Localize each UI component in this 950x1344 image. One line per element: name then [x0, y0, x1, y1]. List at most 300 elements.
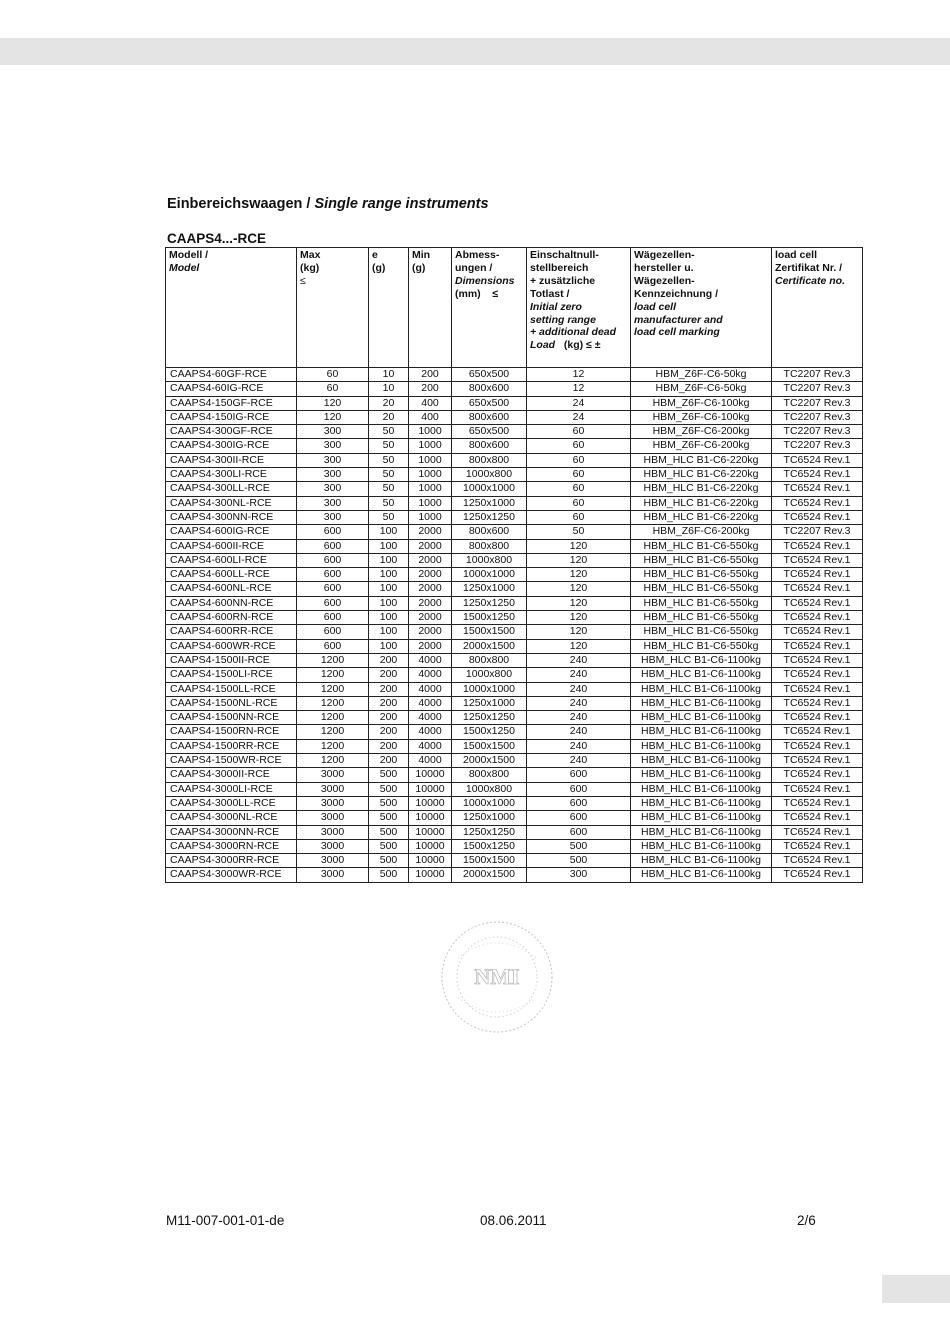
cell-e: 200	[369, 739, 409, 753]
cell-min: 2000	[409, 639, 452, 653]
cell-dimensions: 1250x1000	[452, 696, 527, 710]
cell-min: 4000	[409, 711, 452, 725]
cell-zero-setting: 60	[527, 496, 631, 510]
cell-min: 4000	[409, 653, 452, 667]
cell-dimensions: 1250x1250	[452, 711, 527, 725]
cell-model: CAAPS4-600NL-RCE	[166, 582, 297, 596]
cell-min: 1000	[409, 468, 452, 482]
cell-dimensions: 1000x1000	[452, 568, 527, 582]
cell-e: 50	[369, 439, 409, 453]
cell-certificate: TC2207 Rev.3	[772, 425, 863, 439]
table-row	[166, 568, 863, 582]
cell-load-cell: HBM_Z6F-C6-200kg	[631, 439, 772, 453]
cell-model: CAAPS4-3000RN-RCE	[166, 839, 297, 853]
cell-min: 200	[409, 368, 452, 382]
cell-certificate: TC6524 Rev.1	[772, 568, 863, 582]
cell-e: 100	[369, 582, 409, 596]
cell-certificate: TC6524 Rev.1	[772, 596, 863, 610]
cell-load-cell: HBM_HLC B1-C6-550kg	[631, 639, 772, 653]
cell-e: 500	[369, 854, 409, 868]
cell-zero-setting: 600	[527, 811, 631, 825]
cell-min: 2000	[409, 539, 452, 553]
cell-zero-setting: 120	[527, 582, 631, 596]
cell-max: 3000	[297, 825, 369, 839]
cell-certificate: TC6524 Rev.1	[772, 582, 863, 596]
cell-zero-setting: 120	[527, 611, 631, 625]
cell-min: 10000	[409, 854, 452, 868]
cell-e: 500	[369, 796, 409, 810]
cell-certificate: TC6524 Rev.1	[772, 839, 863, 853]
cell-min: 2000	[409, 525, 452, 539]
cell-e: 100	[369, 553, 409, 567]
cell-e: 100	[369, 539, 409, 553]
cell-model: CAAPS4-600LI-RCE	[166, 553, 297, 567]
cell-zero-setting: 240	[527, 725, 631, 739]
cell-zero-setting: 240	[527, 668, 631, 682]
header-max: Max (kg) ≤	[297, 248, 369, 368]
cell-load-cell: HBM_HLC B1-C6-1100kg	[631, 754, 772, 768]
footer-document-id: M11-007-001-01-de	[166, 1213, 285, 1228]
table-body	[166, 368, 863, 883]
cell-min: 4000	[409, 696, 452, 710]
cell-e: 200	[369, 682, 409, 696]
cell-zero-setting: 24	[527, 410, 631, 424]
cell-certificate: TC6524 Rev.1	[772, 696, 863, 710]
cell-e: 200	[369, 668, 409, 682]
cell-model: CAAPS4-3000RR-RCE	[166, 854, 297, 868]
cell-dimensions: 650x500	[452, 425, 527, 439]
cell-zero-setting: 120	[527, 596, 631, 610]
cell-e: 10	[369, 368, 409, 382]
cell-load-cell: HBM_HLC B1-C6-220kg	[631, 468, 772, 482]
cell-max: 1200	[297, 754, 369, 768]
cell-zero-setting: 500	[527, 854, 631, 868]
cell-min: 10000	[409, 782, 452, 796]
cell-max: 300	[297, 510, 369, 524]
cell-min: 1000	[409, 482, 452, 496]
table-row	[166, 396, 863, 410]
cell-min: 1000	[409, 453, 452, 467]
table-row	[166, 696, 863, 710]
cell-certificate: TC6524 Rev.1	[772, 653, 863, 667]
cell-dimensions: 1000x1000	[452, 682, 527, 696]
table-row	[166, 639, 863, 653]
table-row	[166, 553, 863, 567]
cell-model: CAAPS4-600IG-RCE	[166, 525, 297, 539]
cell-dimensions: 2000x1500	[452, 639, 527, 653]
cell-load-cell: HBM_HLC B1-C6-550kg	[631, 611, 772, 625]
cell-certificate: TC6524 Rev.1	[772, 854, 863, 868]
cell-dimensions: 800x800	[452, 453, 527, 467]
cell-max: 300	[297, 439, 369, 453]
table-row	[166, 782, 863, 796]
table-row	[166, 754, 863, 768]
cell-zero-setting: 60	[527, 482, 631, 496]
cell-load-cell: HBM_HLC B1-C6-1100kg	[631, 839, 772, 853]
top-gray-band	[0, 38, 950, 65]
cell-dimensions: 1000x800	[452, 553, 527, 567]
header-load-cell: Wägezellen- hersteller u. Wägezellen- Kennzeichnung / load cell manufacturer and load cell marking	[631, 248, 772, 368]
cell-min: 4000	[409, 725, 452, 739]
cell-zero-setting: 50	[527, 525, 631, 539]
cell-dimensions: 1250x1250	[452, 825, 527, 839]
table-row	[166, 811, 863, 825]
cell-load-cell: HBM_Z6F-C6-50kg	[631, 368, 772, 382]
cell-load-cell: HBM_HLC B1-C6-1100kg	[631, 696, 772, 710]
cell-model: CAAPS4-600LL-RCE	[166, 568, 297, 582]
cell-certificate: TC6524 Rev.1	[772, 868, 863, 882]
cell-certificate: TC6524 Rev.1	[772, 754, 863, 768]
cell-load-cell: HBM_Z6F-C6-50kg	[631, 382, 772, 396]
cell-e: 50	[369, 453, 409, 467]
cell-min: 4000	[409, 754, 452, 768]
cell-model: CAAPS4-60GF-RCE	[166, 368, 297, 382]
cell-dimensions: 1000x800	[452, 782, 527, 796]
cell-dimensions: 1500x1500	[452, 854, 527, 868]
cell-dimensions: 1250x1000	[452, 811, 527, 825]
cell-zero-setting: 300	[527, 868, 631, 882]
cell-model: CAAPS4-3000LL-RCE	[166, 796, 297, 810]
cell-min: 10000	[409, 811, 452, 825]
table-row	[166, 596, 863, 610]
cell-load-cell: HBM_HLC B1-C6-1100kg	[631, 811, 772, 825]
cell-load-cell: HBM_HLC B1-C6-1100kg	[631, 653, 772, 667]
footer-page-number: 2/6	[797, 1213, 816, 1228]
cell-min: 400	[409, 396, 452, 410]
cell-zero-setting: 24	[527, 396, 631, 410]
cell-dimensions: 800x600	[452, 439, 527, 453]
cell-dimensions: 1500x1500	[452, 739, 527, 753]
cell-e: 200	[369, 725, 409, 739]
cell-certificate: TC2207 Rev.3	[772, 439, 863, 453]
cell-zero-setting: 240	[527, 754, 631, 768]
table-row	[166, 868, 863, 882]
cell-load-cell: HBM_HLC B1-C6-1100kg	[631, 868, 772, 882]
cell-certificate: TC2207 Rev.3	[772, 368, 863, 382]
cell-min: 10000	[409, 825, 452, 839]
cell-e: 100	[369, 568, 409, 582]
cell-zero-setting: 240	[527, 711, 631, 725]
table-row	[166, 482, 863, 496]
cell-dimensions: 800x800	[452, 653, 527, 667]
cell-zero-setting: 60	[527, 510, 631, 524]
cell-dimensions: 1000x800	[452, 668, 527, 682]
cell-zero-setting: 240	[527, 653, 631, 667]
cell-e: 500	[369, 811, 409, 825]
cell-e: 20	[369, 396, 409, 410]
cell-certificate: TC6524 Rev.1	[772, 711, 863, 725]
table-row	[166, 582, 863, 596]
cell-e: 200	[369, 653, 409, 667]
cell-model: CAAPS4-600II-RCE	[166, 539, 297, 553]
table-row	[166, 539, 863, 553]
table-row	[166, 368, 863, 382]
cell-certificate: TC6524 Rev.1	[772, 811, 863, 825]
cell-load-cell: HBM_HLC B1-C6-550kg	[631, 568, 772, 582]
table-row	[166, 382, 863, 396]
cell-dimensions: 1500x1250	[452, 611, 527, 625]
cell-e: 50	[369, 496, 409, 510]
cell-certificate: TC6524 Rev.1	[772, 539, 863, 553]
cell-min: 4000	[409, 668, 452, 682]
cell-certificate: TC6524 Rev.1	[772, 553, 863, 567]
table-row	[166, 854, 863, 868]
cell-e: 500	[369, 868, 409, 882]
cell-certificate: TC2207 Rev.3	[772, 396, 863, 410]
table-row	[166, 525, 863, 539]
cell-zero-setting: 120	[527, 553, 631, 567]
cell-zero-setting: 600	[527, 825, 631, 839]
cell-certificate: TC2207 Rev.3	[772, 410, 863, 424]
cell-max: 3000	[297, 768, 369, 782]
cell-model: CAAPS4-300NL-RCE	[166, 496, 297, 510]
cell-dimensions: 800x800	[452, 539, 527, 553]
cell-model: CAAPS4-1500II-RCE	[166, 653, 297, 667]
cell-dimensions: 650x500	[452, 368, 527, 382]
cell-model: CAAPS4-1500LI-RCE	[166, 668, 297, 682]
cell-max: 1200	[297, 653, 369, 667]
cell-certificate: TC6524 Rev.1	[772, 796, 863, 810]
cell-dimensions: 1500x1250	[452, 839, 527, 853]
cell-max: 1200	[297, 711, 369, 725]
cell-min: 4000	[409, 739, 452, 753]
cell-max: 1200	[297, 739, 369, 753]
cell-e: 100	[369, 639, 409, 653]
cell-dimensions: 1000x1000	[452, 796, 527, 810]
cell-certificate: TC6524 Rev.1	[772, 453, 863, 467]
table-row	[166, 439, 863, 453]
cell-max: 600	[297, 553, 369, 567]
cell-load-cell: HBM_Z6F-C6-100kg	[631, 396, 772, 410]
table-row	[166, 653, 863, 667]
cell-certificate: TC6524 Rev.1	[772, 639, 863, 653]
cell-min: 200	[409, 382, 452, 396]
cell-certificate: TC6524 Rev.1	[772, 782, 863, 796]
cell-zero-setting: 120	[527, 625, 631, 639]
cell-e: 100	[369, 625, 409, 639]
cell-zero-setting: 60	[527, 468, 631, 482]
cell-e: 500	[369, 825, 409, 839]
cell-min: 10000	[409, 768, 452, 782]
table-row	[166, 768, 863, 782]
cell-certificate: TC6524 Rev.1	[772, 768, 863, 782]
table-row	[166, 468, 863, 482]
cell-max: 1200	[297, 725, 369, 739]
cell-model: CAAPS4-1500NN-RCE	[166, 711, 297, 725]
cell-model: CAAPS4-1500RN-RCE	[166, 725, 297, 739]
cell-max: 300	[297, 482, 369, 496]
cell-dimensions: 1250x1000	[452, 496, 527, 510]
cell-dimensions: 800x600	[452, 525, 527, 539]
cell-model: CAAPS4-600RN-RCE	[166, 611, 297, 625]
header-e: e (g)	[369, 248, 409, 368]
cell-max: 600	[297, 525, 369, 539]
cell-model: CAAPS4-600WR-RCE	[166, 639, 297, 653]
table-row	[166, 825, 863, 839]
cell-min: 1000	[409, 496, 452, 510]
cell-max: 3000	[297, 854, 369, 868]
cell-dimensions: 1000x800	[452, 468, 527, 482]
cell-max: 600	[297, 539, 369, 553]
header-zero-setting: Einschaltnull- stellbereich + zusätzliche Totlast / Initial zero setting range + additional dead Load (kg) ≤ ±	[527, 248, 631, 368]
table-row	[166, 425, 863, 439]
cell-zero-setting: 600	[527, 782, 631, 796]
table-row	[166, 796, 863, 810]
cell-dimensions: 1000x1000	[452, 482, 527, 496]
cell-min: 1000	[409, 425, 452, 439]
cell-max: 300	[297, 453, 369, 467]
cell-e: 500	[369, 782, 409, 796]
table-row	[166, 453, 863, 467]
cell-certificate: TC6524 Rev.1	[772, 510, 863, 524]
cell-model: CAAPS4-300IG-RCE	[166, 439, 297, 453]
cell-max: 1200	[297, 668, 369, 682]
cell-e: 50	[369, 425, 409, 439]
cell-zero-setting: 600	[527, 768, 631, 782]
header-dimensions: Abmess- ungen / Dimensions (mm) ≤	[452, 248, 527, 368]
table-row	[166, 839, 863, 853]
cell-e: 100	[369, 525, 409, 539]
cell-zero-setting: 240	[527, 682, 631, 696]
cell-min: 1000	[409, 510, 452, 524]
cell-load-cell: HBM_Z6F-C6-200kg	[631, 425, 772, 439]
cell-zero-setting: 60	[527, 425, 631, 439]
cell-model: CAAPS4-300II-RCE	[166, 453, 297, 467]
cell-min: 2000	[409, 553, 452, 567]
cell-load-cell: HBM_HLC B1-C6-1100kg	[631, 711, 772, 725]
cell-e: 50	[369, 482, 409, 496]
cell-zero-setting: 120	[527, 568, 631, 582]
cell-max: 600	[297, 625, 369, 639]
model-series-heading: CAAPS4...-RCE	[167, 231, 267, 246]
cell-model: CAAPS4-150IG-RCE	[166, 410, 297, 424]
bottom-right-gray-tab	[882, 1275, 950, 1303]
cell-e: 500	[369, 839, 409, 853]
table-header-row	[166, 248, 863, 368]
cell-load-cell: HBM_HLC B1-C6-220kg	[631, 453, 772, 467]
cell-max: 120	[297, 396, 369, 410]
cell-min: 2000	[409, 582, 452, 596]
cell-e: 500	[369, 768, 409, 782]
cell-model: CAAPS4-600RR-RCE	[166, 625, 297, 639]
cell-max: 3000	[297, 811, 369, 825]
header-model: Modell / Model	[166, 248, 297, 368]
table-row	[166, 410, 863, 424]
cell-model: CAAPS4-300NN-RCE	[166, 510, 297, 524]
cell-max: 3000	[297, 868, 369, 882]
table-row	[166, 682, 863, 696]
cell-load-cell: HBM_HLC B1-C6-1100kg	[631, 668, 772, 682]
official-seal-stamp	[438, 918, 556, 1036]
cell-max: 300	[297, 496, 369, 510]
cell-certificate: TC6524 Rev.1	[772, 482, 863, 496]
cell-zero-setting: 60	[527, 453, 631, 467]
cell-dimensions: 1500x1250	[452, 725, 527, 739]
cell-max: 600	[297, 568, 369, 582]
cell-load-cell: HBM_HLC B1-C6-550kg	[631, 539, 772, 553]
cell-zero-setting: 600	[527, 796, 631, 810]
cell-zero-setting: 120	[527, 639, 631, 653]
cell-model: CAAPS4-1500WR-RCE	[166, 754, 297, 768]
header-certificate: load cell Zertifikat Nr. / Certificate no.	[772, 248, 863, 368]
cell-model: CAAPS4-1500RR-RCE	[166, 739, 297, 753]
cell-min: 10000	[409, 868, 452, 882]
cell-certificate: TC6524 Rev.1	[772, 496, 863, 510]
cell-max: 3000	[297, 782, 369, 796]
cell-max: 60	[297, 368, 369, 382]
cell-model: CAAPS4-3000LI-RCE	[166, 782, 297, 796]
cell-load-cell: HBM_HLC B1-C6-220kg	[631, 496, 772, 510]
cell-e: 200	[369, 696, 409, 710]
cell-certificate: TC6524 Rev.1	[772, 725, 863, 739]
cell-dimensions: 800x800	[452, 768, 527, 782]
cell-dimensions: 2000x1500	[452, 754, 527, 768]
cell-certificate: TC6524 Rev.1	[772, 625, 863, 639]
cell-max: 1200	[297, 682, 369, 696]
cell-zero-setting: 240	[527, 696, 631, 710]
cell-min: 2000	[409, 625, 452, 639]
cell-e: 50	[369, 468, 409, 482]
cell-max: 1200	[297, 696, 369, 710]
cell-dimensions: 800x600	[452, 382, 527, 396]
cell-e: 200	[369, 754, 409, 768]
table-row	[166, 725, 863, 739]
cell-zero-setting: 240	[527, 739, 631, 753]
table-row	[166, 625, 863, 639]
cell-dimensions: 650x500	[452, 396, 527, 410]
cell-dimensions: 1250x1250	[452, 596, 527, 610]
cell-load-cell: HBM_HLC B1-C6-1100kg	[631, 854, 772, 868]
cell-model: CAAPS4-300LI-RCE	[166, 468, 297, 482]
cell-dimensions: 1250x1000	[452, 582, 527, 596]
cell-max: 3000	[297, 839, 369, 853]
cell-certificate: TC6524 Rev.1	[772, 668, 863, 682]
cell-dimensions: 2000x1500	[452, 868, 527, 882]
cell-max: 300	[297, 425, 369, 439]
cell-certificate: TC2207 Rev.3	[772, 382, 863, 396]
cell-model: CAAPS4-600NN-RCE	[166, 596, 297, 610]
cell-model: CAAPS4-3000WR-RCE	[166, 868, 297, 882]
cell-dimensions: 1500x1500	[452, 625, 527, 639]
cell-zero-setting: 12	[527, 382, 631, 396]
cell-e: 20	[369, 410, 409, 424]
instrument-spec-table	[165, 247, 863, 883]
cell-model: CAAPS4-300LL-RCE	[166, 482, 297, 496]
cell-zero-setting: 60	[527, 439, 631, 453]
cell-max: 120	[297, 410, 369, 424]
cell-model: CAAPS4-1500LL-RCE	[166, 682, 297, 696]
cell-load-cell: HBM_HLC B1-C6-1100kg	[631, 739, 772, 753]
cell-max: 300	[297, 468, 369, 482]
table-row	[166, 611, 863, 625]
cell-load-cell: HBM_HLC B1-C6-550kg	[631, 625, 772, 639]
cell-e: 100	[369, 611, 409, 625]
cell-e: 10	[369, 382, 409, 396]
cell-min: 10000	[409, 839, 452, 853]
cell-load-cell: HBM_HLC B1-C6-1100kg	[631, 725, 772, 739]
cell-certificate: TC6524 Rev.1	[772, 739, 863, 753]
cell-load-cell: HBM_HLC B1-C6-1100kg	[631, 782, 772, 796]
table-row	[166, 711, 863, 725]
cell-min: 400	[409, 410, 452, 424]
cell-model: CAAPS4-3000NN-RCE	[166, 825, 297, 839]
cell-max: 600	[297, 596, 369, 610]
cell-load-cell: HBM_HLC B1-C6-1100kg	[631, 796, 772, 810]
cell-certificate: TC6524 Rev.1	[772, 468, 863, 482]
cell-model: CAAPS4-60IG-RCE	[166, 382, 297, 396]
cell-max: 600	[297, 582, 369, 596]
cell-model: CAAPS4-1500NL-RCE	[166, 696, 297, 710]
